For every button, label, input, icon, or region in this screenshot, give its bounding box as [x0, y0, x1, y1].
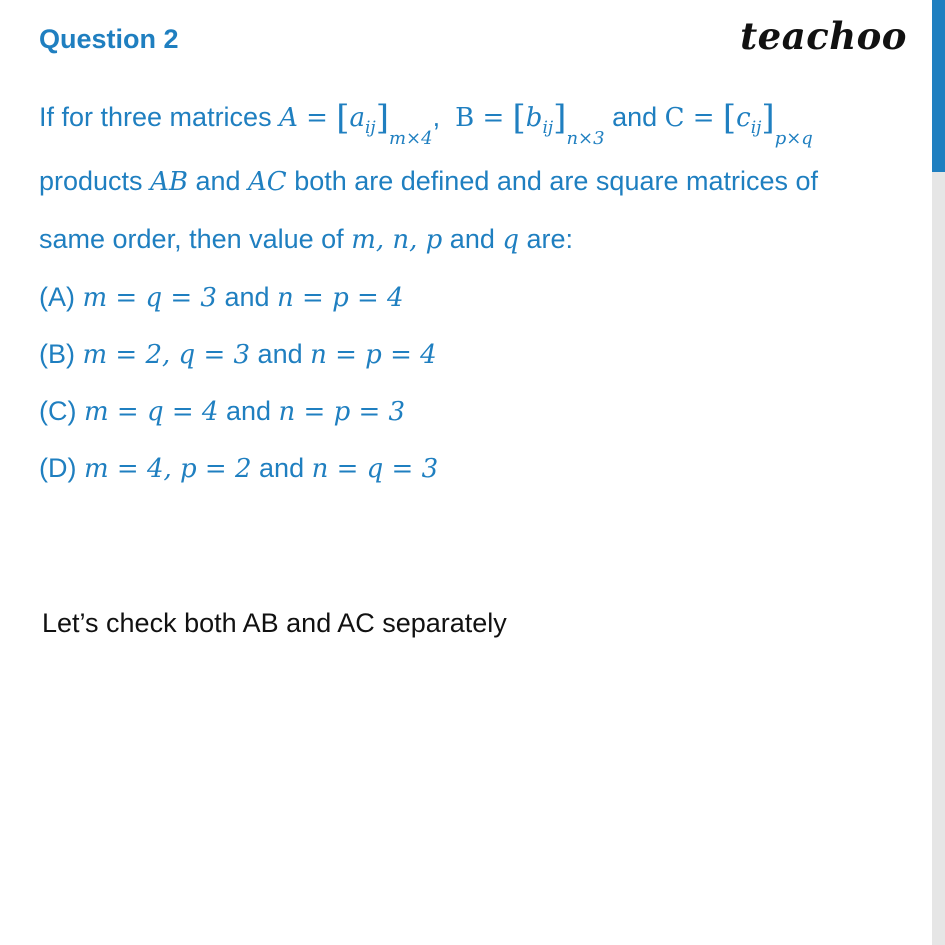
solution-note: Let’s check both AB and AC separately: [42, 608, 507, 638]
matrix-c-symbol: C: [664, 103, 685, 133]
option-expression: m = 4, p = 2: [83, 454, 252, 484]
option-a: [39, 272, 899, 329]
option-expression: m = q = 3: [82, 283, 217, 313]
and-text: and: [250, 339, 311, 369]
and-text: and: [251, 453, 312, 483]
question-line-3: [39, 214, 899, 272]
equals-sign: =: [684, 103, 723, 133]
option-expression: n = p = 3: [278, 397, 406, 427]
matrix-a-symbol: A: [279, 103, 298, 133]
open-bracket: [: [512, 98, 526, 138]
subscript-ij: ij: [750, 118, 762, 138]
equals-sign: =: [297, 103, 337, 133]
option-expression: n = p = 4: [277, 283, 404, 313]
question-line-2: [39, 156, 899, 214]
question-intro-text: If for three matrices: [39, 102, 280, 132]
subscript-ij: ij: [542, 118, 554, 138]
equals-sign: =: [474, 103, 513, 133]
element-a: a: [349, 103, 365, 133]
matrix-c-order: p×q: [774, 128, 813, 149]
question-text: both are defined and are square matrices of: [286, 166, 819, 196]
option-expression: n = q = 3: [311, 454, 439, 484]
comma: ,: [432, 102, 441, 132]
open-bracket: [: [336, 98, 350, 138]
option-expression: n = p = 4: [310, 340, 437, 370]
element-b: b: [525, 103, 543, 133]
element-c: c: [736, 103, 751, 133]
matrix-b-symbol: B: [455, 103, 475, 133]
question-body: [39, 92, 899, 500]
option-label: (B): [39, 339, 83, 369]
teachoo-logo: teachoo: [740, 14, 907, 58]
and-text: and: [604, 102, 665, 132]
option-c: [39, 386, 899, 443]
variables-mnp: m, n, p: [351, 225, 443, 255]
question-text: and: [442, 224, 503, 254]
close-bracket: ]: [375, 98, 389, 138]
question-text: products: [39, 166, 151, 196]
side-bar-accent: [932, 0, 945, 172]
option-label: (A): [39, 282, 83, 312]
question-text: are:: [519, 224, 574, 254]
variable-q: q: [502, 225, 520, 255]
question-line-1: [39, 92, 899, 156]
and-text: and: [216, 282, 278, 312]
close-bracket: ]: [761, 98, 775, 138]
subscript-ij: ij: [364, 118, 376, 138]
question-heading: Question 2: [39, 24, 179, 54]
option-expression: m = 2, q = 3: [82, 340, 251, 370]
question-text: and: [187, 166, 249, 196]
close-bracket: ]: [553, 98, 567, 138]
matrix-a-order: m×4: [388, 128, 433, 149]
open-bracket: [: [722, 98, 737, 138]
product-ab: AB: [150, 167, 188, 197]
option-label: (C): [39, 396, 84, 426]
question-text: same order, then value of: [39, 224, 352, 254]
product-ac: AC: [248, 167, 287, 197]
matrix-b-order: n×3: [566, 128, 605, 149]
and-text: and: [218, 396, 279, 426]
option-b: [39, 329, 899, 386]
option-d: [39, 443, 899, 500]
option-label: (D): [39, 453, 84, 483]
option-expression: m = q = 4: [83, 397, 219, 427]
